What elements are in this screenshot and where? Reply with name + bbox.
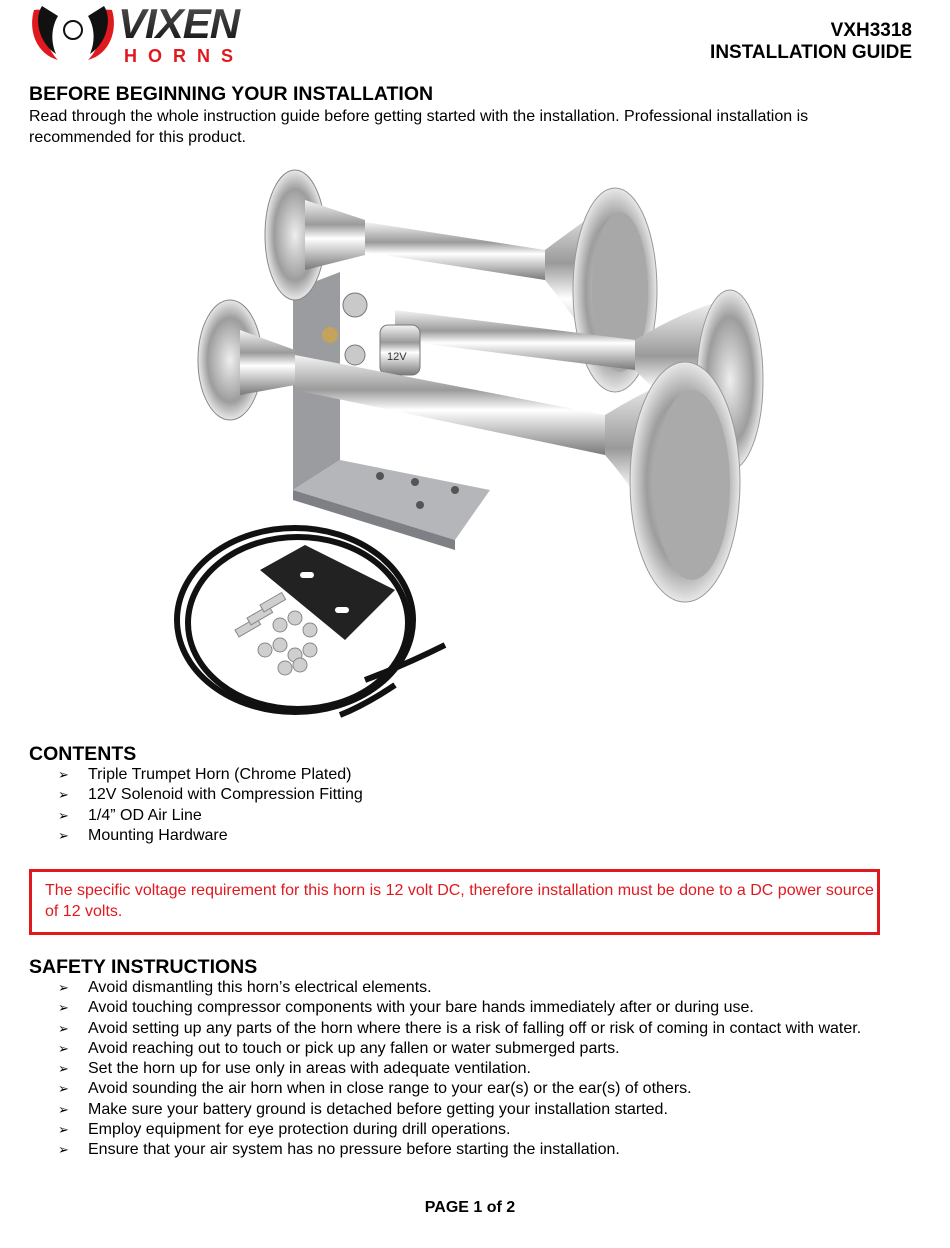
intro-text: Read through the whole instruction guide before getting started with the installation. Professional installation is recommended for this product. xyxy=(29,108,809,146)
list-item: ➢ Make sure your battery ground is detached before getting your installation started. xyxy=(58,1100,861,1120)
arrow-bullet-icon: ➢ xyxy=(58,1000,69,1016)
arrow-bullet-icon: ➢ xyxy=(58,1101,69,1117)
list-item: ➢ Set the horn up for use only in areas with adequate ventilation. xyxy=(58,1059,861,1079)
logo-vixen-text: VIXEN xyxy=(118,0,240,47)
list-item: ➢ Avoid reaching out to touch or pick up any fallen or water submerged parts. xyxy=(58,1039,861,1059)
model-number: VXH3318 xyxy=(830,20,912,41)
arrow-bullet-icon: ➢ xyxy=(58,1020,69,1036)
arrow-bullet-icon: ➢ xyxy=(58,1142,69,1158)
contents-list xyxy=(58,765,363,846)
list-item: ➢ Mounting Hardware xyxy=(58,826,363,846)
arrow-bullet-icon: ➢ xyxy=(58,1122,69,1138)
list-item: ➢ Ensure that your air system has no pressure before starting the installation. xyxy=(58,1140,861,1160)
list-item: ➢ Employ equipment for eye protection during drill operations. xyxy=(58,1120,861,1140)
arrow-bullet-icon: ➢ xyxy=(58,807,69,823)
arrow-bullet-icon: ➢ xyxy=(58,787,69,803)
list-item: ➢ Avoid dismantling this horn’s electrical elements. xyxy=(58,978,861,998)
logo-horns-text: HORNS xyxy=(124,46,245,66)
safety-heading: SAFETY INSTRUCTIONS xyxy=(29,956,258,978)
list-item: ➢ Avoid setting up any parts of the horn where there is a risk of falling off or risk of coming in contact with water. xyxy=(58,1019,861,1039)
page-number: PAGE 1 of 2 xyxy=(424,1199,516,1216)
arrow-bullet-icon: ➢ xyxy=(58,1061,69,1077)
arrow-bullet-icon: ➢ xyxy=(58,827,69,843)
voltage-warning-box: The specific voltage requirement for this horn is 12 volt DC, therefore installation must be done to a DC power source of 12 volts. xyxy=(29,869,880,935)
contents-heading: CONTENTS xyxy=(29,743,137,765)
arrow-bullet-icon: ➢ xyxy=(58,767,69,782)
product-photo xyxy=(165,160,785,730)
list-item: ➢ 12V Solenoid with Compression Fitting xyxy=(58,785,363,805)
svg-text:12V: 12V xyxy=(387,351,407,363)
document-title: INSTALLATION GUIDE xyxy=(710,42,912,63)
document-header xyxy=(710,20,912,64)
list-item: ➢ Avoid touching compressor components with your bare hands immediately after or during use. xyxy=(58,998,861,1018)
safety-list xyxy=(58,978,861,1161)
vixen-horns-logo xyxy=(28,0,283,68)
arrow-bullet-icon: ➢ xyxy=(58,980,69,995)
list-item: ➢ 1/4” OD Air Line xyxy=(58,806,363,826)
list-item: ➢ Avoid sounding the air horn when in close range to your ear(s) or the ear(s) of others. xyxy=(58,1079,861,1099)
horns-emblem-icon xyxy=(32,6,114,60)
arrow-bullet-icon: ➢ xyxy=(58,1040,69,1056)
arrow-bullet-icon: ➢ xyxy=(58,1081,69,1097)
list-item: ➢ Triple Trumpet Horn (Chrome Plated) xyxy=(58,765,363,785)
intro-heading: BEFORE BEGINNING YOUR INSTALLATION xyxy=(29,83,434,105)
